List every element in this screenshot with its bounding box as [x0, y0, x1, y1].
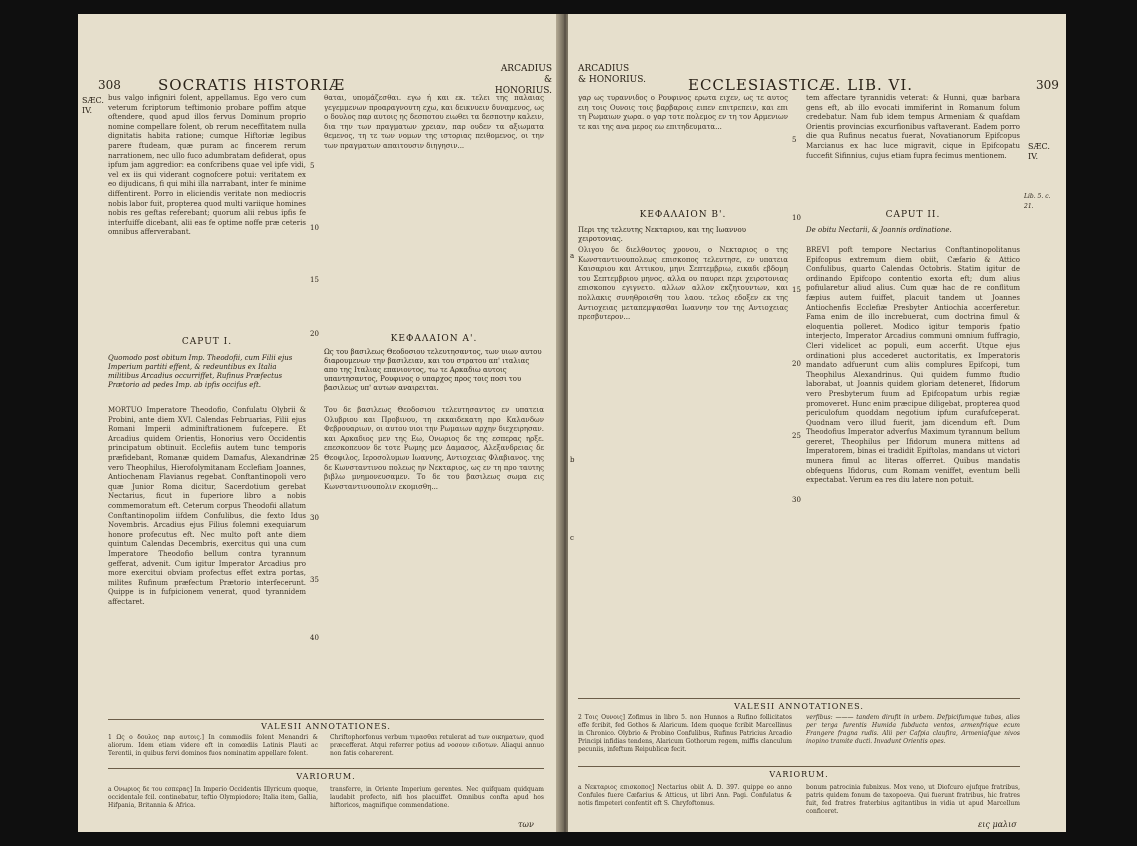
chapter-summary-greek: Περι της τελευτης Νεκταριου, και της Ιωαννου χειροτονιας. [578, 226, 747, 243]
line-number: 30 [792, 496, 801, 504]
margin-letter: a [570, 252, 575, 260]
line-number: 20 [792, 360, 801, 368]
variorum-heading-left: VARIORUM. [296, 772, 356, 781]
variorum-note: bonum patrocinia fubnixus. Mox veno, ut Diofcuro ejufque fratribus, patris quidem fonum de taxopoeva. Qui fuerunt fratribus, hic fratres fuit, fed fratres fraterbius agitantibus in vidia ut apud Marcellum conficeret. [806, 784, 1020, 815]
greek-column-main: Του δε βασιλεως Θεοδοσιου τελευτησαντος εν υπατεια Ολυβριου και Προβινου, τη εκκαιδεκατη προ Καλανδων Φεβρουαριων, οι αυτου υιοι την Ρωμαιων αρχην διεχειρησαν. και Αρκαδιος μεν της Εω, Ονωριος δε της εσπερας ηρξε. επεσκοπευον δε τοτε Ρωμης μεν Δαμασος, Αλεξανδρειας δε Θεοφιλος, Ιεροσολυμων Ιωαννης, Αντιοχειας Φλαβιανος. της δε Κωνσταντινου πολεως ην Νεκταριος, ως εν τη προ ταυτης βιβλω μνημονευσαμεν. Το δε του βασιλεως σωμα εις Κωνσταντινουπολιν εκομισθη... [324, 406, 544, 491]
variorum-note: a Ονωριος δε του εσπερας] In Imperio Occidentis Illyricum quoque, occidentale fcil. continebatur, teftio Olympiodoro; Italia item, Gallia, Hifpania, Britannia & Africa. [108, 786, 318, 809]
line-number: 5 [792, 136, 797, 144]
margin-reference: Lib. 5. c. 21. [1024, 193, 1051, 210]
line-number: 30 [310, 514, 319, 522]
divider [108, 768, 544, 769]
annotation-note: Chriftophorfonus verbum τιμασθαι retulerat ad των οικηματων, quod præcefferat. Atqui referrer potius ad νοσουν ειδοτων. Aliaqui annuo non fatis coharerent. [330, 734, 544, 757]
page-number-right: 309 [1036, 78, 1059, 92]
annotation-note: 1 Ως ο δουλος παρ αυτοις.] In commodiis folent Menandri & aliorum. Idem etiam videre eft in comœdiis Latinis Plauti ac Terentii, in quibus fervi dominos fuos nominatim appellare folent. [108, 734, 318, 757]
running-head-right: ARCADIUS & HONORIUS. [578, 64, 646, 85]
page-number-left: 308 [98, 78, 121, 92]
margin-letter: b [570, 456, 575, 464]
greek-column-main: Ολιγου δε διελθοντος χρονου, ο Νεκταριος ο της Κωνσταντινουπολεως επισκοπος τελευτησε, εν υπατεια Καισαριου και Αττικου, μηνι Σεπτεμβριω, εικαδι εβδομη του Σεπτεμβριου μηνος. αλλα ου παυρει περι χειροτονιας επισκοπου εγιγνετο. αλλων αλλον εκζητουντων, και πολλακις συνηθροισθη του λαου. τελος εδοξεν εκ της Αντιοχειας μεταπεμψασθαι Ιωαννην τον της Αντιοχειας πρεσβυτερον... [578, 246, 788, 322]
latin-column-main: BREVI poft tempore Nectarius Conftantinopolitanus Epifcopus extremum diem obiit, Cæfario & Attico Confulibus, quarto Calendas Octobris. Statim igitur de ordinando Epifcopo contentio exorta eft; dum alius pofiularetur aliud alius. Cum quæ hac de re conflitum fæpius autem fuiffet, placuit tandem ut Joannes Antiochenfis Ecclefiæ Presbyter Antiochia accerferetur. Fama enim de illo increbuerat, cum doctrina fimul & eloquentia polleret. Modico igitur temporis fpatio interjecto, Imperator Arcadius communi omnium fuffragio, Cleri videlicet ac populi, eum accerfit. Utque ejus ordinationi plus accederet auctoritatis, ex Imperatoris mandato adfuerunt cum aliis complures Epifcopi, tum Theophilus Alexandrinus. Qui quidem fummo ftudio laborabat, ut Joannis quidem gloriam deteneret, Ifidorum vero Presbyterum fuum ad Epifcopatum urbis regiæ promoveret. Hunc enim præcipue diligebat, propterea quod periculofum quoddam negotium ipfum curafufceperat. Quodnam vero illud fuerit, jam dicendum eft. Dum Theodofius Imperator adverfus Maximum tyrannum bellum gereret, Theophilus per Ifidorum munera mittens ad Imperatorem, binas ei tradidit Epiftolas, mandans ut victori munera fimul ac literas offerret. Quibus mandatis obfequens Ifidorus, cum Romam veniffet, eventum belli expectabat. Verum ea res diu latere non potuit. [806, 246, 1020, 485]
margin-note-left: SÆC. IV. [82, 96, 104, 115]
divider [578, 766, 1020, 767]
running-head-left: ARCADIUS & HONORIUS. [494, 64, 552, 96]
variorum-note: a Νεκταριος επισκοπος] Nectarius obiit A. D. 397. quippe eo anno Confules fuere Cæfarius & Atticus, ut libri Ann. Pagi. Confulatus & notis fimpeteri confentit eft S. Chryfoftomus. [578, 784, 792, 807]
line-number: 15 [310, 276, 319, 284]
line-number: 10 [792, 214, 801, 222]
page-header-left: SOCRATIS HISTORIÆ [158, 76, 346, 94]
line-number: 25 [792, 432, 801, 440]
divider [108, 719, 544, 720]
chapter-summary-latin: Quomodo post obitum Imp. Theodofii, cum Filii ejus Imperium partiti effent, & redeuntibus ex Italia militibus Arcadius occurriffet, Rufinus Præfectus Prætorio ad pedes Imp. ab ipfis occifus eft. [108, 354, 293, 389]
latin-column-top: bus valgo infigniri folent, appellamus. Ego vero cum veterum fcriptorum teftimonio probare poffim atque oftendere, quod apud illos fervus Dominum proprio nomine compellare folent, ob rerum neceffitatem nulla dignitatis habita ratione; cumque Hiftoriæ legibus parere ftudeam, quæ puram ac fincerem rerum narrationem, nec ullo fuco adumbratam defiderat, opus ipfum jam aggredior: ea confcribens quae vel ipfe vidi, vel ex iis qui viderant cognofcere potui: veritatem ex eo dijudicans, fi qui mihi illa narrabant, inter fe minime diffentirent. Porro in eliciendis veritate non mediocris nobis labor fuit, propterea quod multi variique homines nobis res geftas referebant; quorum alii rebus ipfis fe interfuiffe dicebant, alii eas fe optime noffe præ ceteris omnibus afferverabant. [108, 94, 306, 237]
chapter-heading-latin: CAPUT II. [885, 210, 941, 220]
latin-column-top: tem affectare tyrannidis veterat: & Hunni, quæ barbara gens eft, ab illo evocati immiferint in Romanum folum credebatur. Nam fub idem tempus Armeniam & quafdam Orientis provincias excurfionibus vaftaverant. Eadem porro die qua Rufinus necatus fuerat, Novatianorum Epifcopus Marcianus ex hac luce migravit, cique in Epifcopatu fuccefit Sifinnius, cujus etiam fupra fecimus mentionem. [806, 94, 1020, 160]
margin-note-right: SÆC. IV. [1028, 142, 1050, 161]
page-header-right: ECCLESIASTICÆ. LIB. VI. [688, 76, 914, 94]
catchword-right: εις μαλισ [978, 820, 1017, 829]
greek-column-top: θαται, υπομάζεσθαι. εγω ή και εκ. τελει της παλαιας γεγεμμενων προαραγνουτη εχω, και δεικνυειν δυναμενος, ως ο δουλος παρ αυτοις ης δεσποτου ειωθει τα δεσποτην καλειν, δια την των πραγματων χρειαν, παρ ουδεν τα αξιωματα θεμενος, τη τε των νομων της ιστοριας πειθομενος, οι την των πραγματων απαιτουσιν διηγησιν... [324, 94, 544, 150]
variorum-note: transferre, in Oriente Imperium gerentes. Nec quifquam quidquam laudabit profecto, nifi hos placuiffet. Omnibus confta apud hos hiftoricos, magnifique commendatione. [330, 786, 544, 809]
line-number: 25 [310, 454, 319, 462]
notes-heading-right: VALESII ANNOTATIONES. [734, 702, 864, 711]
right-page [568, 14, 1066, 832]
line-number: 5 [310, 162, 315, 170]
greek-column-top: γαρ ως τυραννιδος ο Ρουφινος ερωτα ειχεν, ως τε αυτος ειη τοις Ουνοις τοις βαρβαροις ειπεν επιτρεπειν, και επι τη Ρωμαιων χωρα. ο γαρ τοτε πολεμος εν τη τον Αρμενιων τε και της ανα μερος εω επιτηδευματα... [578, 94, 788, 131]
chapter-summary-greek: Ως του βασιλεως Θεοδοσιου τελευτησαντος, των υιων αυτου διαρουμενων την βασιλειαν, και του στρατου απ' ιταλιας απο της Ιταλιας επανιοντος, τω τε Αρκαδιω αυτοις υπαντησαντος, Ρουφινος ο υπαρχος προς τοις ποσι του βασιλεως υπ' αυτων αναιρειται. [324, 348, 542, 392]
left-page [78, 14, 562, 832]
divider [578, 698, 1020, 699]
annotation-note: 2 Τοις Ουνοις] Zofimus in libro 5. non Hunnos a Rufino follicitatos effe fcribit, fed Gothos & Alaricum. Idem quoque fcribit Marcellinus in Chronico. Olybrio & Probino Confulibus, Rufinus Patricius Arcadio Principi infidias tendens, Alaricum Gothorum regem, miffis clanculum pecuniis, infeftum Reipublicæ fecit. [578, 714, 792, 753]
annotation-note: verfibus: ——— tandem dirufit in urbem. Defpicifumque tubas, alias per terga furentis Humida fubducta ventos, armenfrique ecum Frangere fragna rudis. Alii per Cafpia claufira, Armeniafque nivos inopino tramite ducti. Invadunt Orientis opes. [806, 714, 1020, 745]
variorum-heading-right: VARIORUM. [769, 770, 829, 779]
chapter-heading-greek: ΚΕΦΑΛΑΙΟΝ Β'. [639, 210, 727, 220]
line-number: 10 [310, 224, 319, 232]
chapter-heading-latin: CAPUT I. [181, 337, 233, 347]
line-number: 35 [310, 576, 319, 584]
line-number: 15 [792, 286, 801, 294]
latin-column-main: MORTUO Imperatore Theodofio, Confulatu Olybrii & Probini, ante diem XVI. Calendas Februarias, Filii ejus Romani Imperii adminiftrationem fufcepere. Et Arcadius quidem Orientis, Honorius vero Occidentis principatum obtinuit. Ecclefiis autem tunc temporis præfidebant, Romanæ quidem Damafus, Alexandrinæ vero Theophilus, Hierofolymitanam Ecclefiam Joannes, Antiochenam Flavianus regebat. Conftantinopoli vero quæ Junior Roma dicitur, Sacerdotium gerebat Nectarius, ficut in fuperiore libro a nobis commemoratum eft. Ceterum corpus Theodofii allatum Conftantinopolim iifdem Confulibus, die fexto Idus Novembris. Arcadius ejus Filius folemni exequiarum honore profecutus eft. Nec multo poft ante diem quintum Calendas Decembris, exercitus qui una cum Imperatore Theodofio bellum contra tyrannum gefferat, advenit. Cum igitur Imperator Arcadius pro more exercitui obviam profectus effet extra portas, milites Rufinum præfectum Prætorio interfecerunt. Quippe is in fufpicionem venerat, quod tyrannidem affectaret. [108, 406, 306, 606]
chapter-heading-greek: ΚΕΦΑΛΑΙΟΝ Α'. [390, 334, 478, 344]
margin-letter: c [570, 534, 574, 542]
line-number: 40 [310, 634, 319, 642]
notes-heading-left: VALESII ANNOTATIONES. [261, 722, 391, 731]
line-number: 20 [310, 330, 319, 338]
catchword-left: των [518, 820, 534, 829]
chapter-summary-latin: De obitu Nectarii, & Joannis ordinatione. [806, 226, 952, 234]
